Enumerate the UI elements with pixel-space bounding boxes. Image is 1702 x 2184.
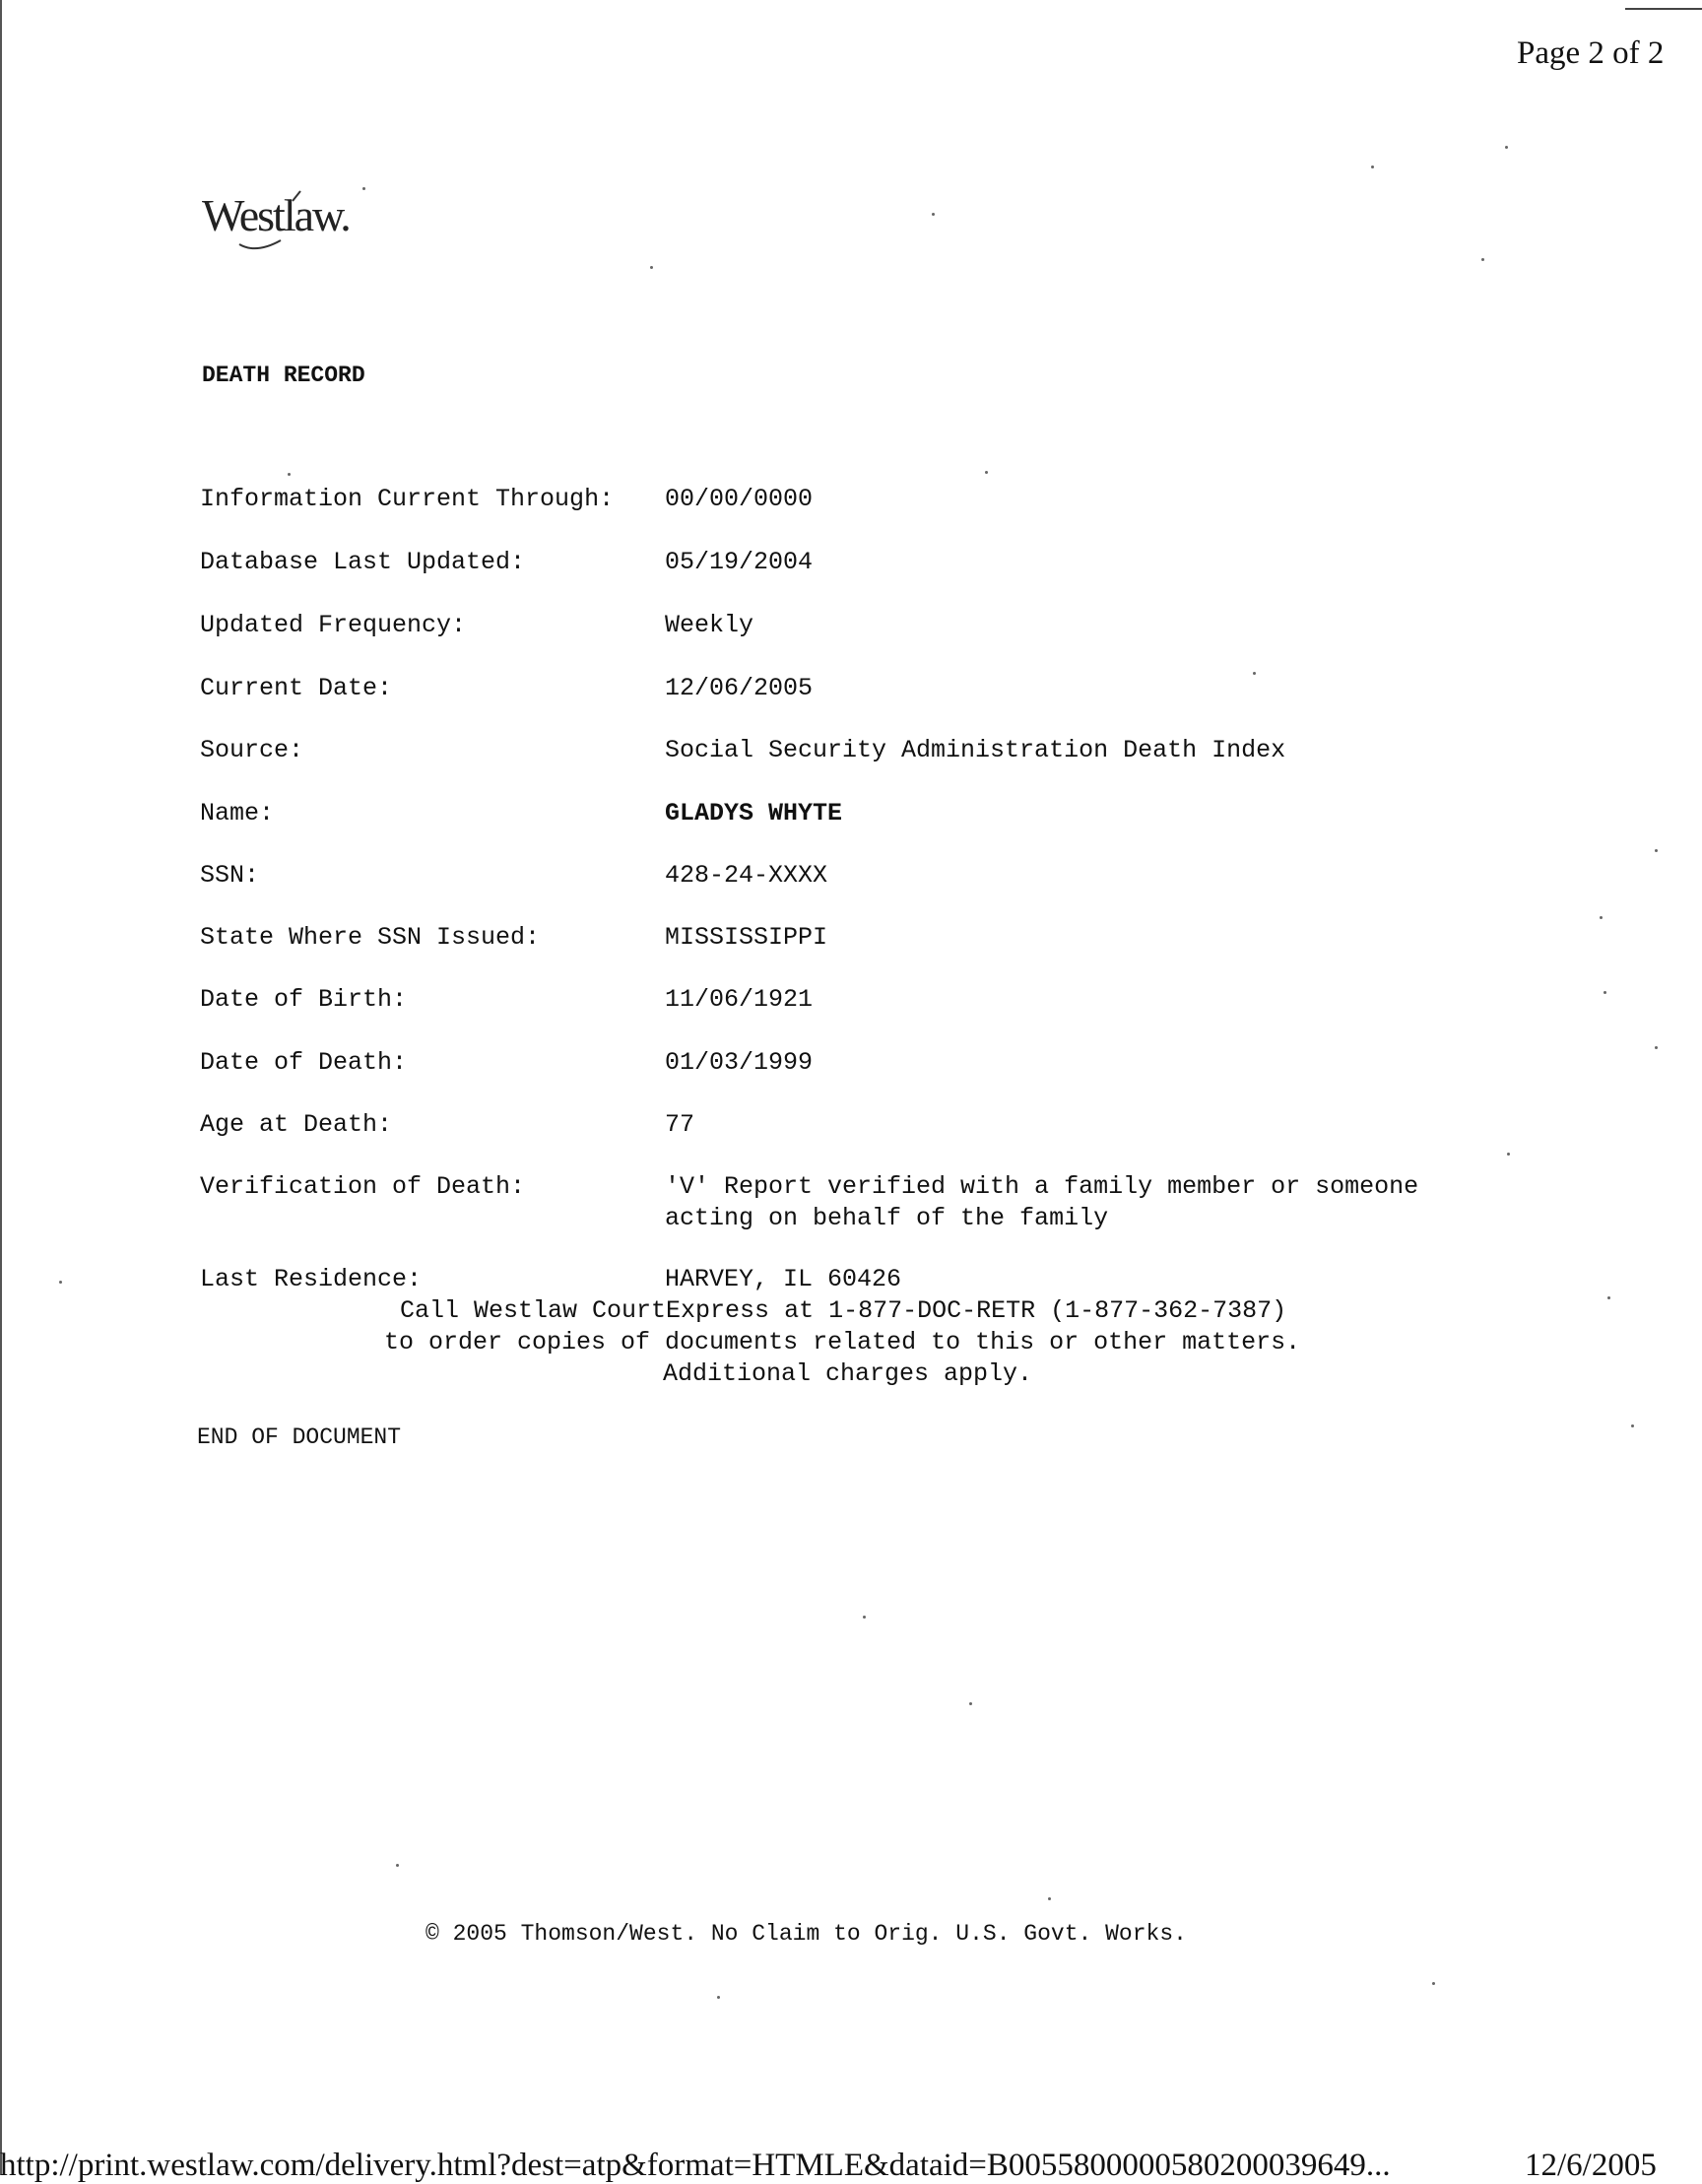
- scan-speckle: [1604, 991, 1606, 994]
- field-label-residence: Last Residence:: [200, 1265, 423, 1293]
- field-label-ssn: SSN:: [200, 861, 260, 890]
- scan-speckle: [932, 213, 935, 216]
- scan-speckle: [1432, 1982, 1435, 1985]
- scan-speckle: [1655, 849, 1658, 852]
- field-value-age: 77: [665, 1110, 695, 1139]
- order-notice-line-3: Additional charges apply.: [663, 1359, 1033, 1388]
- field-value-verification: 'V' Report verified with a family member or someone: [665, 1172, 1419, 1201]
- end-of-document: END OF DOCUMENT: [197, 1424, 402, 1450]
- field-label-dod: Date of Death:: [200, 1048, 408, 1077]
- scan-speckle: [650, 266, 653, 269]
- print-date: 12/6/2005: [1525, 2148, 1657, 2183]
- scan-top-rule: [1625, 8, 1702, 10]
- scan-speckle: [1371, 165, 1374, 168]
- field-value-source: Social Security Administration Death Index: [665, 736, 1286, 764]
- field-label-source: Source:: [200, 736, 304, 764]
- order-notice-line-1: Call Westlaw CourtExpress at 1-877-DOC-RETR (1-877-362-7387): [400, 1296, 1287, 1325]
- field-value-ssn: 428-24-XXXX: [665, 861, 828, 890]
- field-label-current-date: Current Date:: [200, 674, 393, 702]
- field-value-frequency: Weekly: [665, 611, 754, 639]
- field-label-ssn-state: State Where SSN Issued:: [200, 923, 541, 952]
- copyright-notice: © 2005 Thomson/West. No Claim to Orig. U.S. Govt. Works.: [426, 1921, 1187, 1947]
- scan-speckle: [969, 1702, 972, 1705]
- scan-speckle: [717, 1996, 720, 1999]
- scan-speckle: [1600, 916, 1603, 919]
- scan-speckle: [1048, 1897, 1051, 1900]
- field-label-age: Age at Death:: [200, 1110, 393, 1139]
- field-value-ssn-state: MISSISSIPPI: [665, 923, 828, 952]
- print-url: http://print.westlaw.com/delivery.html?dest=atp&format=HTMLE&dataid=B0055800000580200039649...: [0, 2148, 1391, 2183]
- scan-speckle: [1607, 1296, 1610, 1299]
- page-indicator: Page 2 of 2: [1517, 35, 1665, 71]
- scan-speckle: [1505, 146, 1508, 149]
- document-title: DEATH RECORD: [202, 363, 365, 388]
- scan-speckle: [1507, 1153, 1510, 1156]
- field-value-verification-line2: acting on behalf of the family: [665, 1204, 1109, 1232]
- scan-speckle: [1655, 1046, 1658, 1049]
- scan-speckle: [396, 1864, 399, 1867]
- scan-speckle: [362, 187, 365, 190]
- scan-speckle: [59, 1281, 62, 1284]
- field-value-dod: 01/03/1999: [665, 1048, 814, 1077]
- field-value-dob: 11/06/1921: [665, 985, 814, 1014]
- order-notice-line-2: to order copies of documents related to this or other matters.: [384, 1328, 1301, 1357]
- field-label-verification: Verification of Death:: [200, 1172, 526, 1201]
- field-value-current-date: 12/06/2005: [665, 674, 814, 702]
- scan-speckle: [985, 471, 988, 474]
- field-label-dob: Date of Birth:: [200, 985, 408, 1014]
- scan-speckle: [1253, 672, 1256, 675]
- westlaw-logo: [202, 183, 369, 262]
- field-value-name: GLADYS WHYTE: [665, 799, 843, 827]
- field-value-db-updated: 05/19/2004: [665, 548, 814, 576]
- field-value-residence: HARVEY, IL 60426: [665, 1265, 902, 1293]
- scan-speckle: [863, 1616, 866, 1619]
- field-label-db-updated: Database Last Updated:: [200, 548, 526, 576]
- field-label-info-current: Information Current Through:: [200, 485, 615, 513]
- field-label-frequency: Updated Frequency:: [200, 611, 467, 639]
- scan-speckle: [288, 473, 291, 476]
- scan-speckle: [1481, 258, 1484, 261]
- field-value-info-current: 00/00/0000: [665, 485, 814, 513]
- westlaw-logo-text: Westlaw.: [202, 190, 350, 240]
- scan-speckle: [1631, 1424, 1634, 1427]
- scan-left-border: [0, 0, 2, 2175]
- field-label-name: Name:: [200, 799, 275, 827]
- westlaw-swoosh-icon: [202, 183, 369, 262]
